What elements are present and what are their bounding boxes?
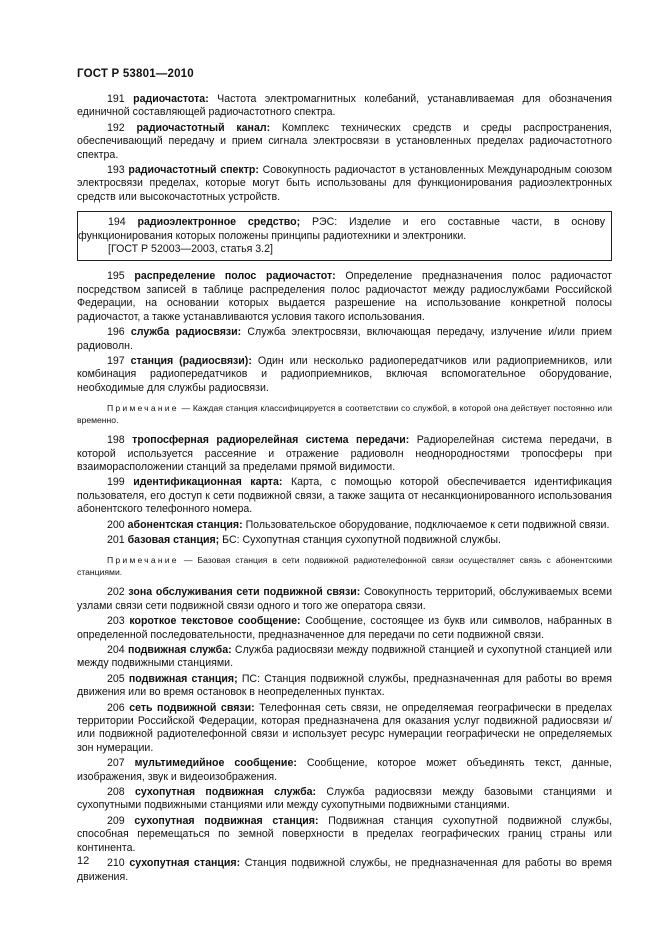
term-number: 193 <box>107 164 125 177</box>
term-entry <box>77 93 612 120</box>
term-name: базовая станция; <box>127 533 220 546</box>
term-number: 194 <box>108 216 126 229</box>
term-number: 196 <box>107 326 125 339</box>
note-label: Примечание <box>107 555 179 566</box>
term-number: 202 <box>107 586 125 599</box>
term-definition: Карта, с помощью которой обеспечивается идентификация пользователя, его доступ к сети подвижной связи, а также защита от несанкционированного использования абонентского телефонного номера. <box>77 476 612 516</box>
term-name: радиочастотный канал: <box>136 121 271 134</box>
term-number: 197 <box>107 354 125 367</box>
term-definition: Совокупность территорий, обслуживаемых всеми узлами связи сети подвижной связи одного и того же оператора связи. <box>77 586 612 612</box>
term-entry <box>77 434 612 474</box>
term-number: 192 <box>107 121 125 134</box>
term-number: 199 <box>107 476 125 489</box>
term-entry <box>77 270 612 324</box>
term-number: 201 <box>107 533 125 546</box>
term-name: абонентская станция: <box>127 518 243 531</box>
term-definition: Служба радиосвязи между базовыми станциями и сухопутными подвижными станциями или между сухопутными подвижными станциями. <box>77 786 612 812</box>
term-definition: Один или несколько радиопередатчиков или радиоприемников, или комбинация радиопередатчиков и радиоприемников, включая вспомогательное оборудование, необходимые для службы радиосвязи. <box>77 354 612 394</box>
note-text: — Каждая станция классифицируется в соответствии со службой, в которой она действует постоянно или временно. <box>77 403 613 425</box>
term-definition: Комплекс технических средств и среды распространения, обеспечивающий передачу и прием сигнала электросвязи в установленных пределах радиочастотного спектра. <box>77 121 612 161</box>
note-text: — Базовая станция в сети подвижной радиотелефонной связи осуществляет связь с абонентскими станциями. <box>77 555 612 577</box>
term-name: сухопутная подвижная станция: <box>134 814 319 827</box>
term-entry <box>77 519 612 532</box>
term-name: зона обслуживания сети подвижной связи: <box>128 586 361 599</box>
term-number: 208 <box>107 786 125 799</box>
term-definition: Определение предназначения полос радиочастот посредством записей в таблице распределения полос радиочастот между радиослужбами Российской Федерации, на основании которых выдается разрешение на использование конкретной полосы радиочастот, а также устанавливаются условия такого использования. <box>77 270 613 323</box>
term-definition: ПС: Станция подвижной службы, предназначенная для работы во время движения или во время остановок в неопределенных пунктах. <box>77 672 612 699</box>
term-name: радиочастота: <box>133 93 209 105</box>
term-name: сухопутная подвижная служба: <box>134 786 317 799</box>
term-definition: Станция подвижной службы, не предназначенная для работы во время движения. <box>77 857 612 883</box>
term-number: 209 <box>107 814 125 827</box>
terms-list <box>77 93 612 886</box>
term-entry <box>77 644 612 671</box>
term-name: мультимедийное сообщение: <box>134 757 297 770</box>
term-name: короткое текстовое сообщение: <box>129 615 301 628</box>
term-number: 205 <box>107 672 125 685</box>
term-name: сухопутная станция: <box>129 857 241 870</box>
document-header: ГОСТ Р 53801—2010 <box>77 68 194 80</box>
term-definition: Совокупность радиочастот в установленных Международным союзом электросвязи пределах, которые могут быть использованы для функционирования радиоэлектронных средств или высокочастотных устройств. <box>77 164 612 203</box>
term-entry <box>77 615 612 642</box>
term-number: 206 <box>107 701 125 714</box>
term-definition: Сообщение, состоящее из букв или символов, набранных в определенной последовательности, предназначенное для передачи по сети подвижной связи. <box>77 615 612 641</box>
standard-reference: [ГОСТ Р 52003—2003, статья 3.2] <box>108 243 273 256</box>
term-definition: Телефонная сеть связи, не определяемая географически в пределах территории Российской Федерации, которая предназначена для оказания услуг подвижной радиосвязи и/или подвижной радиотелефонной связи и использует ресурс нумерации географически не определяемых зон нумерации. <box>77 701 612 754</box>
term-number: 207 <box>107 757 125 770</box>
term-entry <box>77 326 612 353</box>
term-entry <box>77 534 612 547</box>
term-entry <box>77 673 612 700</box>
term-entry <box>77 702 612 756</box>
term-name: подвижная служба: <box>127 644 232 656</box>
term-definition: Подвижная станция сухопутной подвижной службы, способная перемещаться по земной поверхности в пределах географических границ страны или континента. <box>77 814 613 854</box>
term-entry <box>78 216 605 243</box>
standard-reference-box <box>77 211 612 261</box>
term-entry <box>77 757 612 784</box>
note <box>77 403 612 426</box>
term-entry <box>77 355 612 395</box>
note <box>77 555 612 578</box>
term-number: 195 <box>107 270 125 283</box>
term-name: радиоэлектронное средство; <box>137 216 301 229</box>
term-entry <box>77 857 612 884</box>
term-entry <box>77 586 612 613</box>
term-name: служба радиосвязи: <box>130 326 242 339</box>
term-number: 200 <box>107 518 125 531</box>
term-definition: Радиорелейная система передачи, в которой используется рассеяние и отражение радиоволн неоднородностями тропосферы при взаиморасположении станций за пределами прямой видимости. <box>77 434 612 473</box>
term-name: распределение полос радиочастот: <box>134 270 336 283</box>
term-name: подвижная станция; <box>128 672 238 685</box>
term-number: 191 <box>107 93 125 105</box>
term-entry <box>77 786 612 813</box>
term-entry <box>77 476 612 516</box>
term-entry <box>77 815 612 855</box>
term-number: 198 <box>107 434 125 447</box>
term-entry <box>77 122 612 162</box>
term-entry <box>77 164 612 204</box>
note-label: Примечание <box>107 403 179 414</box>
term-definition: Пользовательское оборудование, подключаемое к сети подвижной связи. <box>245 518 610 531</box>
term-name: станция (радиосвязи): <box>130 354 252 367</box>
term-name: идентификационная карта: <box>133 476 283 489</box>
term-number: 204 <box>107 644 125 656</box>
term-name: тропосферная радиорелейная система передачи: <box>132 434 410 447</box>
term-definition: РЭС: Изделие и его составные части, в основу функционирования которых положены принципы радиотехники и электроники. <box>78 216 605 242</box>
term-number: 203 <box>107 615 125 628</box>
page-number: 12 <box>77 855 90 867</box>
term-number: 210 <box>107 857 125 870</box>
term-definition: Частота электромагнитных колебаний, устанавливаемая для обозначения единичной составляющей радиочастотного спектра. <box>77 93 612 119</box>
term-definition: БС: Сухопутная станция сухопутной подвижной службы. <box>222 533 501 546</box>
term-name: сеть подвижной связи: <box>129 701 255 714</box>
term-definition: Сообщение, которое может объединять текст, данные, изображения, звук и видеоизображения. <box>77 757 612 783</box>
term-name: радиочастотный спектр: <box>128 164 259 177</box>
term-definition: Служба электросвязи, включающая передачу, излучение и/или прием радиоволн. <box>77 326 612 352</box>
term-definition: Служба радиосвязи между подвижной станцией и сухопутной станцией или между подвижными станциями. <box>77 644 612 670</box>
